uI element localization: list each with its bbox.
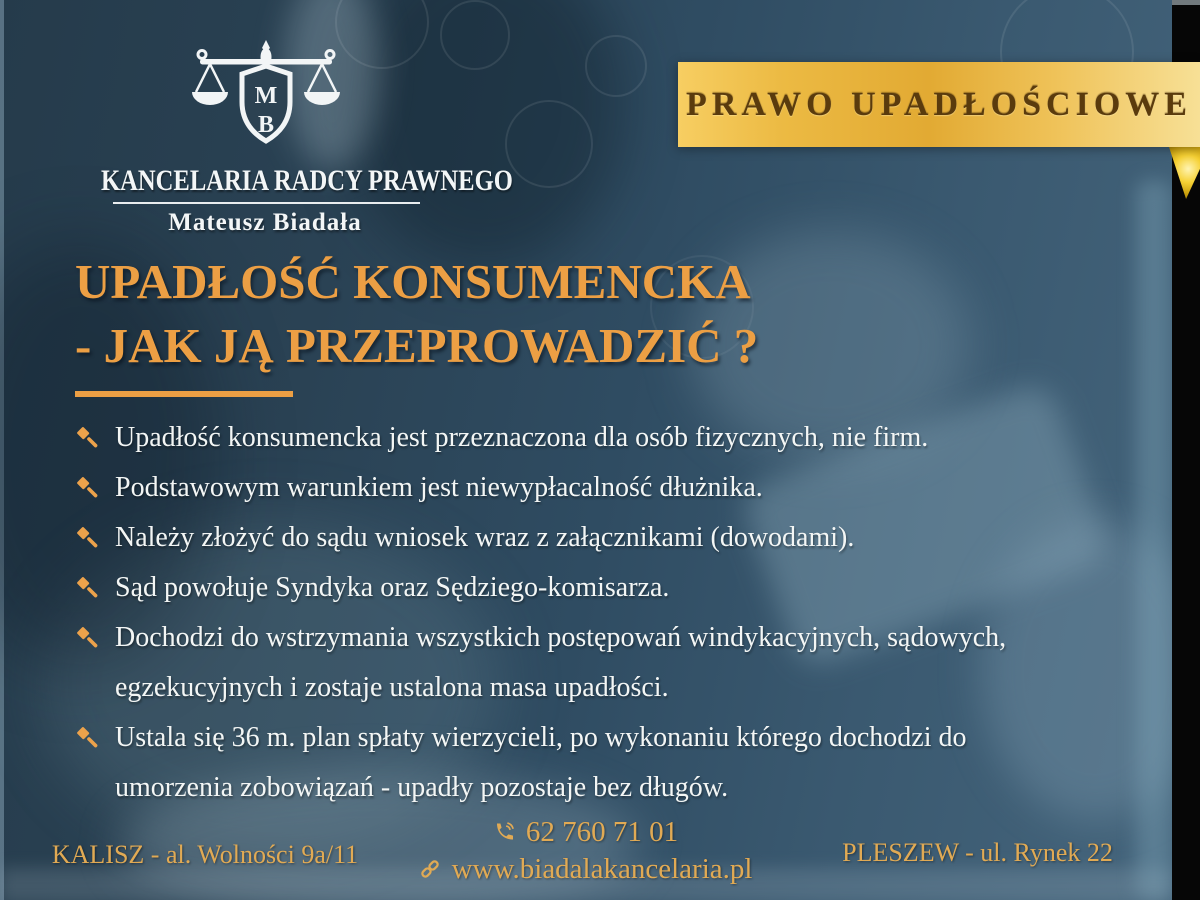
gavel-icon <box>75 725 102 752</box>
address-kalisz: KALISZ - al. Wolności 9a/11 <box>51 840 359 869</box>
firm-name: KANCELARIA RADCY PRAWNEGO <box>101 164 513 197</box>
website-url: www.biadalakancelaria.pl <box>451 852 753 885</box>
link-icon <box>418 857 442 881</box>
logo-monogram-m: M <box>254 83 278 109</box>
list-item <box>75 713 1080 813</box>
topic-ribbon-label: PRAWO UPADŁOŚCIOWE <box>686 85 1192 123</box>
topic-ribbon <box>678 62 1200 147</box>
gavel-icon <box>75 525 102 552</box>
list-item <box>75 513 1080 563</box>
gavel-icon <box>75 475 102 502</box>
gavel-icon <box>75 575 102 602</box>
bullet-text: Dochodzi do wstrzymania wszystkich postępowań windykacyjnych, sądowych, egzekucyjnych i zostaje ustalona masa upadłości. <box>115 622 1007 703</box>
website-row <box>395 851 775 887</box>
background-right-glow <box>1136 180 1172 900</box>
background-ring-icon <box>505 100 593 188</box>
address-pleszew: PLESZEW - ul. Rynek 22 <box>842 838 1113 867</box>
list-item <box>75 463 1080 513</box>
gavel-icon <box>75 425 102 452</box>
phone-icon <box>492 820 516 844</box>
lawyer-name: Mateusz Biadała <box>168 209 362 236</box>
page-title-line2: - JAK JĄ PRZEPROWADZIĆ ? <box>75 318 759 373</box>
footer-contact <box>395 814 775 887</box>
phone-number: 62 760 71 01 <box>525 815 679 848</box>
logo-monogram-b: B <box>257 112 275 138</box>
page-title <box>75 250 758 378</box>
list-item <box>75 613 1080 713</box>
bullet-text: Podstawowym warunkiem jest niewypłacalność dłużnika. <box>115 472 763 503</box>
list-item <box>75 413 1080 463</box>
scales-of-justice-logo-icon <box>190 40 342 158</box>
page-edge-sliver <box>1172 0 1200 5</box>
bullet-text: Upadłość konsumencka jest przeznaczona dla osób fizycznych, nie firm. <box>115 422 929 453</box>
list-item <box>75 563 1080 613</box>
bullet-text: Należy złożyć do sądu wniosek wraz z załącznikami (dowodami). <box>115 522 855 553</box>
bullet-text: Sąd powołuje Syndyka oraz Sędziego-komisarza. <box>115 572 670 603</box>
page-title-line1: UPADŁOŚĆ KONSUMENCKA <box>75 254 751 309</box>
phone-row <box>395 814 775 850</box>
background-ring-icon <box>585 35 647 97</box>
gavel-icon <box>75 625 102 652</box>
bullet-list <box>75 413 1080 813</box>
firm-name-underline <box>113 202 420 204</box>
background-ring-icon <box>440 0 510 70</box>
bullet-text: Ustala się 36 m. plan spłaty wierzycieli, po wykonaniu którego dochodzi do umorzenia zobowiązań - upadły pozostaje bez długów. <box>115 722 967 803</box>
title-underline <box>75 391 293 397</box>
